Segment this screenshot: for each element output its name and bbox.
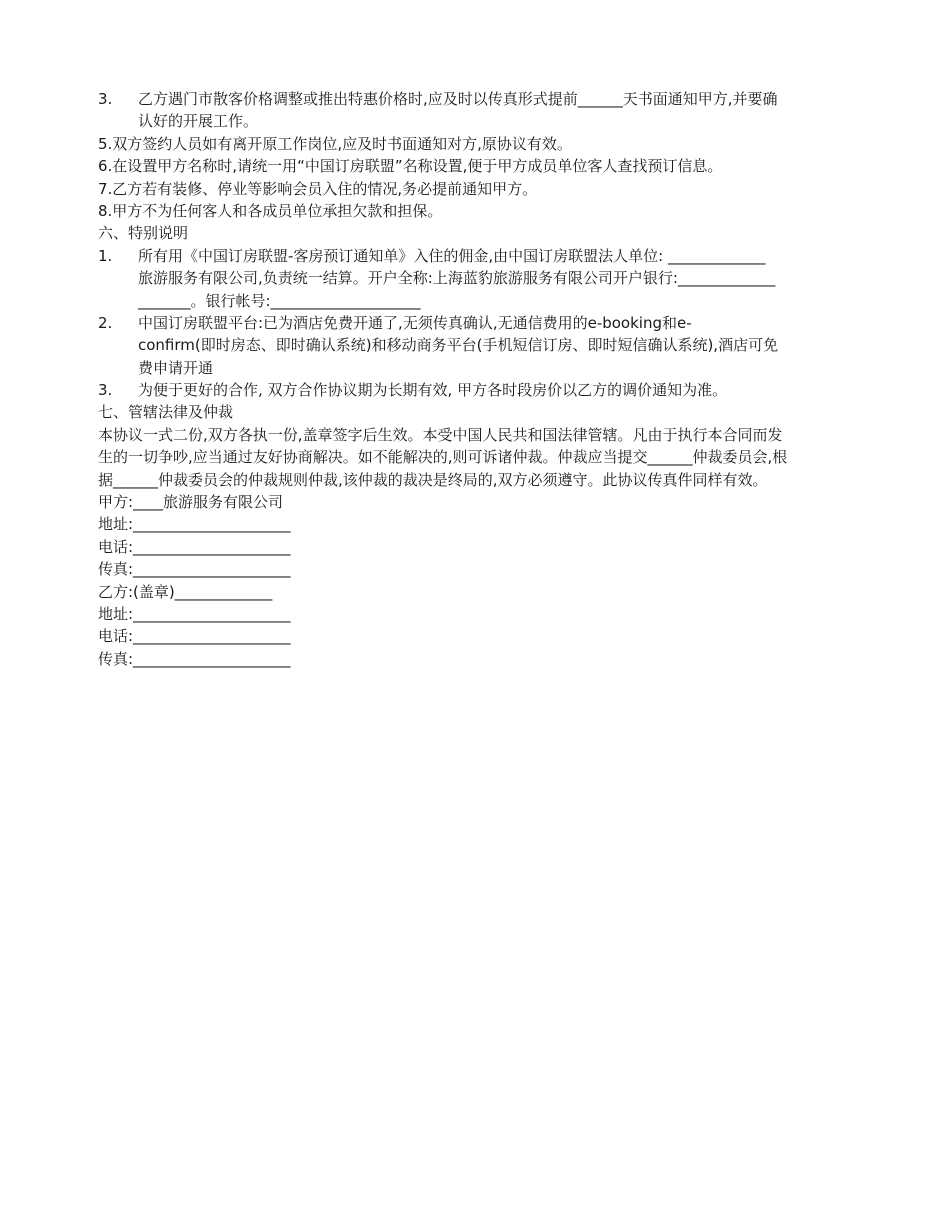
clause-number: 2.: [98, 313, 113, 332]
clause-5-7: 7.乙方若有装修、停业等影响会员入住的情况,务必提前通知甲方。: [98, 179, 538, 198]
clause-line: 费申请开通: [138, 358, 214, 377]
clause-number: 3.: [98, 90, 113, 108]
party-a-phone: 电话:_____________________: [98, 537, 291, 556]
clause-6-3: [98, 379, 862, 401]
party-b-address: 地址:_____________________: [98, 605, 291, 623]
clause-body: [138, 379, 862, 401]
document-page: [98, 88, 862, 670]
clause-5-5: 5.双方签约人员如有离开原工作岗位,应及时书面通知对方,原协议有效。: [98, 134, 572, 153]
party-b-seal: 乙方:(盖章)_____________: [98, 582, 273, 601]
arbitration-paragraph-line: 据______仲裁委员会的仲裁规则仲裁,该仲裁的裁决是终局的,双方必须遵守。此协议传真件同样有效。: [98, 470, 768, 489]
clause-number: 3.: [98, 381, 113, 400]
clause-line: 所有用《中国订房联盟-客房预订通知单》入住的佣金,由中国订房联盟法人单位: _____________: [138, 246, 766, 265]
clause-6-2: [98, 312, 862, 379]
clause-body: [138, 312, 862, 379]
arbitration-paragraph-line: 本协议一式二份,双方各执一份,盖章签字后生效。本受中国人民共和国法律管辖。凡由于执行本合同而发: [98, 425, 783, 444]
arbitration-paragraph-line: 生的一切争吵,应当通过友好协商解决。如不能解决的,则可诉诸仲裁。仲裁应当提交______仲裁委员会,根: [98, 448, 788, 467]
party-a-fax: 传真:_____________________: [98, 560, 291, 579]
clause-line: 旅游服务有限公司,负责统一结算。开户全称:上海蓝豹旅游服务有限公司开户银行:_____________: [138, 269, 776, 288]
clause-5-3: [98, 88, 862, 133]
party-b-fax: 传真:_____________________: [98, 649, 291, 668]
clause-5-8: 8.甲方不为任何客人和各成员单位承担欠款和担保。: [98, 201, 443, 220]
clause-line: 中国订房联盟平台:已为酒店免费开通了,无须传真确认,无通信费用的e-booking和e-: [138, 313, 692, 332]
party-a-name: 甲方:____旅游服务有限公司: [98, 493, 284, 512]
section-heading-special-notes: 六、特别说明: [98, 224, 189, 243]
party-a-address: 地址:_____________________: [98, 515, 291, 534]
clause-line: 认好的开展工作。: [138, 112, 259, 131]
clause-body: [138, 88, 862, 133]
clause-number: 1.: [98, 246, 113, 265]
clause-5-6: 6.在设置甲方名称时,请统一用“中国订房联盟”名称设置,便于甲方成员单位客人查找预订信息。: [98, 157, 723, 176]
party-b-phone: 电话:_____________________: [98, 627, 291, 646]
clause-line: _______。银行帐号:____________________: [138, 291, 421, 310]
section-heading-law-arbitration: 七、管辖法律及仲裁: [98, 403, 234, 422]
clause-line: 乙方遇门市散客价格调整或推出特惠价格时,应及时以传真形式提前______天书面通知甲方,并要确: [138, 90, 778, 108]
clause-body: [138, 245, 862, 312]
clause-6-1: [98, 245, 862, 312]
clause-line: 为便于更好的合作, 双方合作协议期为长期有效, 甲方各时段房价以乙方的调价通知为准。: [138, 381, 728, 400]
clause-line: confirm(即时房态、即时确认系统)和移动商务平台(手机短信订房、即时短信确认系统),酒店可免: [138, 336, 779, 355]
